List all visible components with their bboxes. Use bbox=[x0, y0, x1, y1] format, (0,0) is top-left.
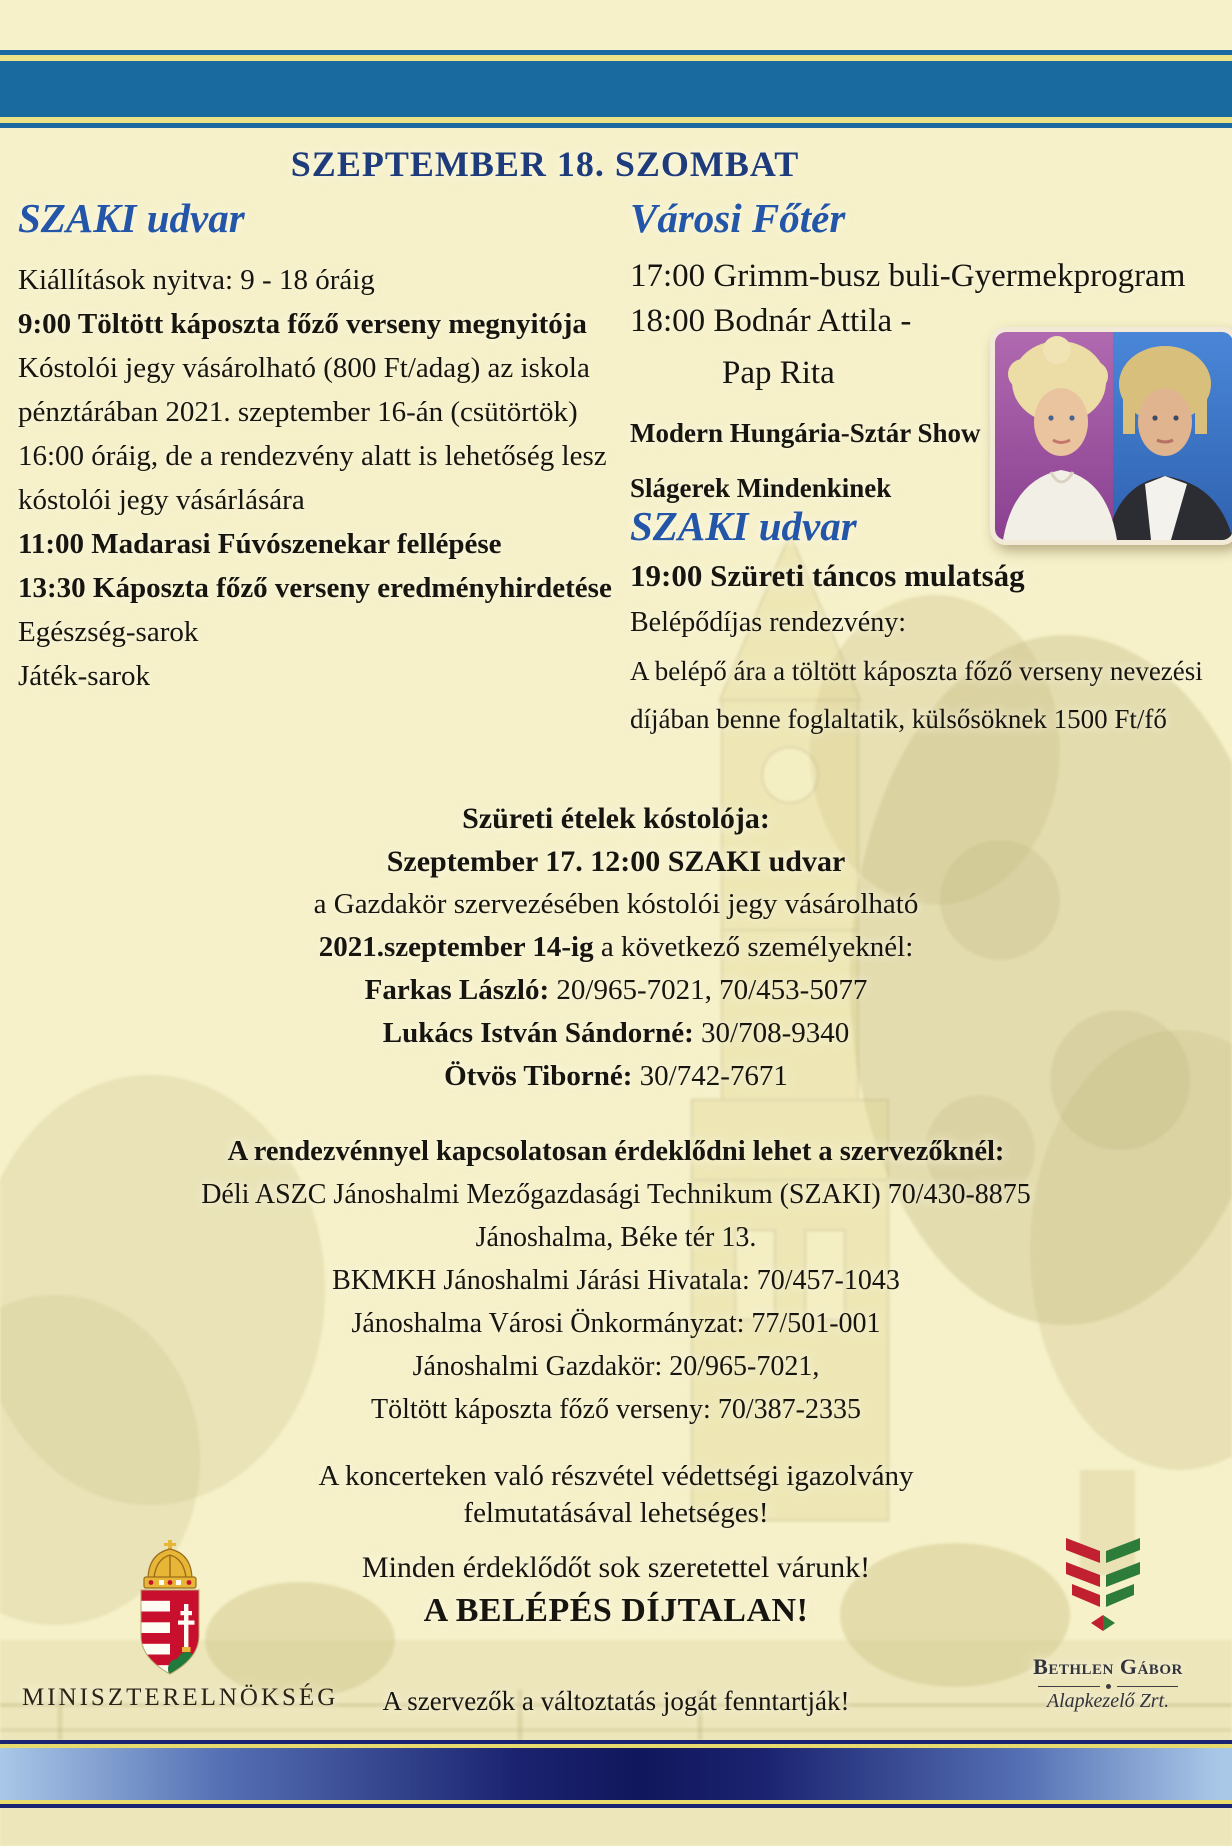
notice-line: felmutatásával lehetséges! bbox=[463, 1497, 769, 1529]
free-entry-line: A BELÉPÉS DÍJTALAN! bbox=[423, 1592, 809, 1629]
tasting-line: Szeptember 17. 12:00 SZAKI udvar bbox=[386, 845, 846, 878]
organizer-line: BKMKH Jánoshalmi Járási Hivatala: 70/457-1043 bbox=[332, 1265, 900, 1296]
tasting-deadline-bold: 2021.szeptember 14-ig bbox=[318, 931, 594, 963]
program-line: díjában benne foglaltatik, külsősöknek 1500 Ft/fő bbox=[630, 703, 1167, 734]
right-venue-heading-szaki: SZAKI udvar bbox=[630, 502, 857, 549]
program-line: 16:00 óráig, de a rendezvény alatt is lehetőség lesz bbox=[18, 439, 607, 472]
left-venue-heading: SZAKI udvar bbox=[18, 195, 245, 241]
organizer-heading: A rendezvénnyel kapcsolatosan érdeklődni lehet a szervezőknél: bbox=[227, 1136, 1005, 1167]
notice-line: A koncerteken való részvétel védettségi igazolvány bbox=[318, 1460, 914, 1492]
performers-photo bbox=[990, 327, 1232, 545]
ministry-wordmark: MINISZTERELNÖKSÉG bbox=[22, 1684, 339, 1711]
bottom-decorative-band bbox=[0, 1740, 1232, 1808]
program-line: 11:00 Madarasi Fúvószenekar fellépése bbox=[18, 527, 502, 560]
contact-phone: 20/965-7021, 70/453-5077 bbox=[549, 974, 868, 1006]
divider-line bbox=[1038, 1686, 1100, 1688]
contact-line bbox=[0, 969, 1232, 1012]
divider-line bbox=[1117, 1686, 1179, 1688]
left-program-lines bbox=[18, 258, 618, 698]
program-line: 13:30 Káposzta főző verseny eredményhirdetése bbox=[18, 571, 612, 604]
tasting-heading: Szüreti ételek kóstolója: bbox=[462, 802, 770, 835]
top-decorative-band bbox=[0, 50, 1232, 128]
program-line: Slágerek Mindenkinek bbox=[630, 472, 892, 503]
program-line: Játék-sarok bbox=[18, 659, 151, 692]
tasting-deadline-rest: a következő személyeknél: bbox=[593, 931, 914, 963]
tasting-deadline-line bbox=[0, 926, 1232, 969]
welcome-line: Minden érdeklődőt sok szeretettel várunk! bbox=[361, 1551, 871, 1584]
rights-reserved-line: A szervezők a változtatás jogát fenntartják! bbox=[382, 1686, 850, 1716]
contact-name: Ötvös Tiborné: bbox=[444, 1060, 633, 1092]
covid-notice bbox=[0, 1458, 1232, 1532]
organizer-line: Jánoshalma, Béke tér 13. bbox=[475, 1222, 757, 1253]
right-venue-heading-fotér: Városi Főtér bbox=[630, 195, 846, 241]
contact-phone: 30/742-7671 bbox=[632, 1060, 788, 1092]
program-line: Kiállítások nyitva: 9 - 18 óráig bbox=[18, 263, 375, 296]
tasting-line: a Gazdakör szervezésében kóstolói jegy vásárolható bbox=[313, 888, 919, 920]
divider-dot bbox=[1106, 1684, 1111, 1689]
bethlen-gabor-wordmark: Bethlen Gábor bbox=[1033, 1654, 1183, 1679]
program-line: kóstolói jegy vásárlására bbox=[18, 483, 305, 516]
contact-phone: 30/708-9340 bbox=[693, 1017, 850, 1049]
program-line: Kóstolói jegy vásárolható (800 Ft/adag) az iskola bbox=[18, 351, 590, 384]
left-program-column bbox=[18, 196, 618, 698]
program-line: 17:00 Grimm-busz buli-Gyermekprogram bbox=[630, 257, 1186, 294]
contact-name: Lukács István Sándorné: bbox=[382, 1017, 694, 1049]
program-line: pénztárában 2021. szeptember 16-án (csütörtök) bbox=[18, 395, 578, 428]
organizer-line: Töltött káposzta főző verseny: 70/387-2335 bbox=[371, 1394, 861, 1425]
program-line: Egészség-sarok bbox=[18, 615, 199, 648]
contact-name: Farkas László: bbox=[364, 974, 550, 1006]
organizer-line: Jánoshalma Városi Önkormányzat: 77/501-001 bbox=[351, 1308, 881, 1339]
program-line: Modern Hungária-Sztár Show bbox=[630, 417, 981, 448]
bethlen-gabor-subtitle: Alapkezelő Zrt. bbox=[1046, 1690, 1170, 1712]
program-line: 19:00 Szüreti táncos mulatság bbox=[630, 557, 1025, 593]
top-band-thin-line bbox=[0, 123, 1232, 128]
organizer-line: Déli ASZC Jánoshalmi Mezőgazdasági Technikum (SZAKI) 70/430-8875 bbox=[201, 1179, 1031, 1210]
contact-line bbox=[0, 1012, 1232, 1055]
program-line: A belépő ára a töltött káposzta főző verseny nevezési bbox=[630, 655, 1203, 686]
program-line: 18:00 Bodnár Attila - bbox=[630, 302, 912, 339]
bottom-band-gradient-stripe bbox=[0, 1748, 1232, 1800]
bethlen-gabor-logo-icon bbox=[1058, 1536, 1148, 1642]
tasting-block bbox=[0, 797, 1232, 1098]
contact-line bbox=[0, 1055, 1232, 1098]
program-line: Pap Rita bbox=[722, 354, 835, 391]
hungarian-coat-of-arms-icon bbox=[133, 1540, 207, 1676]
bottom-band-navy-line bbox=[0, 1804, 1232, 1808]
program-line: Belépődíjas rendezvény: bbox=[630, 606, 907, 638]
bethlen-logo-divider bbox=[1038, 1684, 1178, 1689]
organizer-info-block bbox=[0, 1130, 1232, 1431]
program-line: 9:00 Töltött káposzta főző verseny megnyitója bbox=[18, 307, 587, 340]
organizer-line: Jánoshalmi Gazdakör: 20/965-7021, bbox=[412, 1351, 820, 1382]
performers-photo-art bbox=[995, 332, 1232, 540]
top-band-main-stripe bbox=[0, 61, 1232, 117]
page-title-date: SZEPTEMBER 18. SZOMBAT bbox=[290, 144, 800, 184]
